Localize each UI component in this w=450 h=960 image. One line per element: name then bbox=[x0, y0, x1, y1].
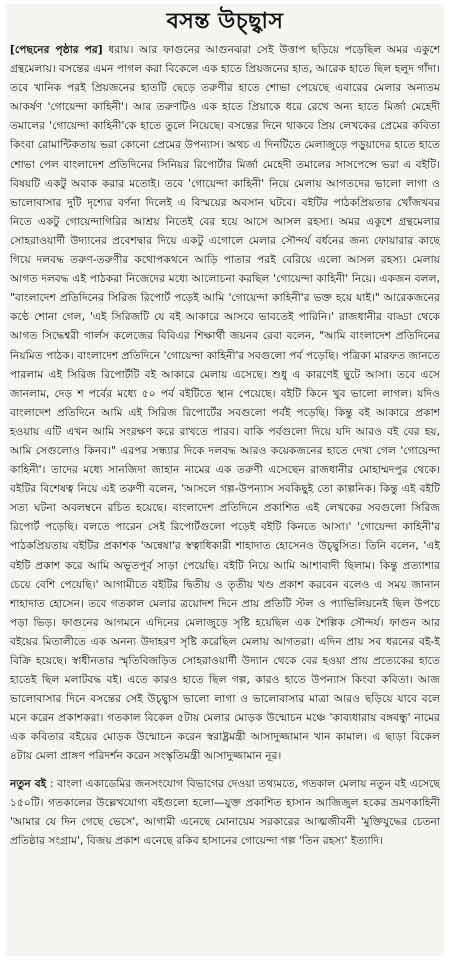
newspaper-clipping bbox=[6, 4, 444, 956]
paragraph-gap bbox=[6, 766, 444, 774]
new-books-text: : বাংলা একাডেমির জনসংযোগ বিভাগের দেওয়া তথ্যমতে, গতকাল মেলায় নতুন বই এসেছে ১৫০টি। গতকালের উল্লেখযোগ্য বইগুলো হলো—যুক্ত প্রকাশিত হাসান আজিজুল হকের ভ্রমণকাহিনী 'আমার যে দিন গেছে ভেসে', আগামী এনেছে মোনায়েম সরকারের আত্মজীবনী 'মুক্তিযুদ্ধের চেতনা প্রতিষ্ঠার সংগ্রাম', বিজয় প্রকাশ এনেছে রকিব হাসানের গোয়েন্দা গল্প 'তিন রহস্য' ইত্যাদি। bbox=[10, 776, 440, 847]
article-body bbox=[10, 40, 440, 766]
continuation-label: [পেছনের পৃষ্ঠার পর] bbox=[10, 43, 103, 56]
article-body-text: ধরায়। আর ফাগুনের আগুনঝরা সেই উত্তাপ ছড়িয়ে পড়েছিল অমর একুশে গ্রন্থমেলায়। বসন্তের এমন পাগল করা বিকেলে এক হাতে প্রিয়জনের হাত, আরেক হাতে ছিল হলুদ গাঁদা। তবে খানিক পরই প্রিয়জনের হাতটি ছেড়ে তরুণীর হাতে শোভা পেয়েছে এবারের মেলার অন্যতম আকর্ষণ 'গোয়েন্দা কাহিনী'। আর তরুণটিও এক হাতে প্রিয়াকে ধরে রেখে অন্য হাতে মির্জা মেহেদী তমালের 'গোয়েন্দা কাহিনী'কে হাতে তুলে নিয়েছে। বসন্তের দিনে থাকবে প্রিয় লেখকের প্রেমের কবিতা কিংবা রোমান্টিকতায় ভরা কোনো প্রেমের উপন্যাস। অথচ এ দিনটিতে মেলাজুড়ে পড়ুয়াদের হাতে হাতে শোভা পেল বাংলাদেশ প্রতিদিনের সিনিয়র রিপোর্টার মির্জা মেহেদী তমালের সাসপেন্সে ভরা এ বইটি। বিষয়টি একটু অবাক করার মতোই। তবে 'গোয়েন্দা কাহিনী' নিয়ে মেলায় আগতদের ভালো লাগা ও ভালোবাসার দুটি দৃশ্যের বর্ণনা দিলেই এ বিস্ময়ের অবসান ঘটবে। বইটির পাঠকপ্রিয়তার খোঁজখবর নিতে একটু গোয়েন্দাগিরির আশ্রয় নিতেই বের হয়ে আসে আসল রহস্য। অমর একুশে গ্রন্থমেলার সোহরাওয়ার্দী উদ্যানের প্রবেশদ্বার দিয়ে একটু এগোলে মেলার সৌন্দর্য বর্ধনের জন্য ফোয়ারার কাছে গিয়ে দলবদ্ধ তরুণ-তরুণীর কথোপকথনে আড়ি পাতার পরই বেরিয়ে এলো আসল রহস্য। মেলায় আগত দলবদ্ধ এই পাঠকরা নিজেদের মধ্যে আলোচনা করছিল 'গোয়েন্দা কাহিনী' নিয়ে। একজন বলল, "বাংলাদেশ প্রতিদিনের সিরিজ রিপোর্ট পড়েই আমি 'গোয়েন্দা কাহিনী'র ভক্ত হয়ে যাই।" আরেকজনের কণ্ঠে শোনা গেল, 'এই সিরিজটি যে বই আকারে আসবে ভাবতেই পারিনি।' রাজধানীর বাড্ডা থেকে আগত সিদ্ধেশ্বরী গার্লস কলেজের বিবিএর শিক্ষার্থী জয়নব রেবা বলেন, "আমি বাংলাদেশ প্রতিদিনের নিয়মিত পাঠক। বাংলাদেশ প্রতিদিনে 'গোয়েন্দা কাহিনী'র সবগুলো পর্ব পড়েছি। পত্রিকা মারফত জানতে পারলাম এই সিরিজ রিপোর্টটি বই আকারে মেলায় এসেছে। শুধু এ কারণেই ছুটে আসা। তবে এসে জানলাম, দেড় শ পর্বের মধ্যে ৫০ পর্ব বইটিতে স্থান পেয়েছে। বইটি কিনে খুব ভালো লাগল। যদিও বাংলাদেশ প্রতিদিনে আমি এই সিরিজ রিপোর্টের সবগুলো পর্বই পড়েছি। কিন্তু বই আকারে প্রকাশ হওয়ায় এটি এখন আমি সংরক্ষণ করে রাখতে পারব। বাকি পর্বগুলো দিয়ে যদি আরও বই বের হয়, আমি সেগুলোও কিনব।" এরপর সন্ধ্যার দিকে দলবদ্ধ আরও কয়েকজনের হাতে দেখা গেল 'গোয়েন্দা কাহিনী'। তাদের মধ্যে সানজিদা জাহান নামের এক তরুণী এসেছেন রাজধানীর মোহাম্মদপুর থেকে। বইটির বিশেষত্ব নিয়ে এই তরুণী বলেন, 'আসলে গল্প-উপন্যাস সবকিছুই তো কাল্পনিক। কিন্তু এই বইটি সত্য ঘটনা অবলম্বনে রচিত হয়েছে। বাংলাদেশ প্রতিদিনে প্রকাশিত এই লেখকের সবগুলো সিরিজ রিপোর্ট পড়েছি। বলতে পারেন সেই রিপোর্টগুলো পড়েই বইটি কিনতে আসা।' 'গোয়েন্দা কাহিনী'র পাঠকপ্রিয়তায় বইটির প্রকাশক 'অন্বেষা'র স্বত্বাধিকারী শাহাদাত হোসেনও উচ্ছ্বসিত। তিনি বলেন, 'এই বইটি প্রকাশ করে আমি অভূতপূর্ব সাড়া পেয়েছি। বইটি নিয়ে আমি আশাবাদী ছিলাম। কিন্তু প্রত্যাশার চেয়ে বেশি পেয়েছি।' আগামীতে বইটির দ্বিতীয় ও তৃতীয় খণ্ড প্রকাশ করবেন বলেও এ সময় জানান শাহাদাত হোসেন। তবে গতকাল মেলার ত্রয়োদশ দিনে প্রায় প্রতিটি স্টল ও প্যাভিলিয়নেই ছিল উপচে পড়া ভিড়। ফাগুনের আগমনে এদিনের মেলাজুড়ে সৃষ্টি হয়েছিল এক শৈল্পিক সৌন্দর্য। ফাগুন আর বইয়ের মিতালীতে এক অনন্য উদাহরণ সৃষ্টি করেছিল মেলায় আগতরা। এদিন প্রায় সব ধরনের বই-ই বিক্রি হয়েছে। স্বাধীনতার স্মৃতিবিজড়িত সোহরাওয়ার্দী উদ্যান থেকে বের হওয়া প্রায় প্রত্যেকের হাতে হাতেই ছিল মলাটবদ্ধ বই। এতে কারও হাতে ছিল গল্প, কারও হাতে উপন্যাস কিংবা কবিতা। আজ ভালোবাসার দিনে বসন্তের সেই উচ্ছ্বাস ভালো লাগা ও ভালোবাসার মাত্রা আরও ছড়িয়ে যাবে বলে মনে করেন প্রকাশকরা। গতকাল বিকেল ৫টায় মেলার মোড়ক উন্মোচন মঞ্চে 'কাব্যধারায় বঙ্গবন্ধু' নামের এক কবিতার বইয়ের মোড়ক উন্মোচন করেন স্বরাষ্ট্রমন্ত্রী আসাদুজ্জামান খান কামাল। এ ছাড়া বিকেল ৪টায় মেলা প্রাঙ্গণ পরিদর্শন করেন সংস্কৃতিমন্ত্রী আসাদুজ্জামান নূর। bbox=[10, 43, 440, 763]
new-books-label: নতুন বই bbox=[10, 776, 47, 790]
new-books-section bbox=[10, 774, 440, 850]
article-headline: বসন্ত উচ্ছ্বাস bbox=[166, 9, 284, 34]
